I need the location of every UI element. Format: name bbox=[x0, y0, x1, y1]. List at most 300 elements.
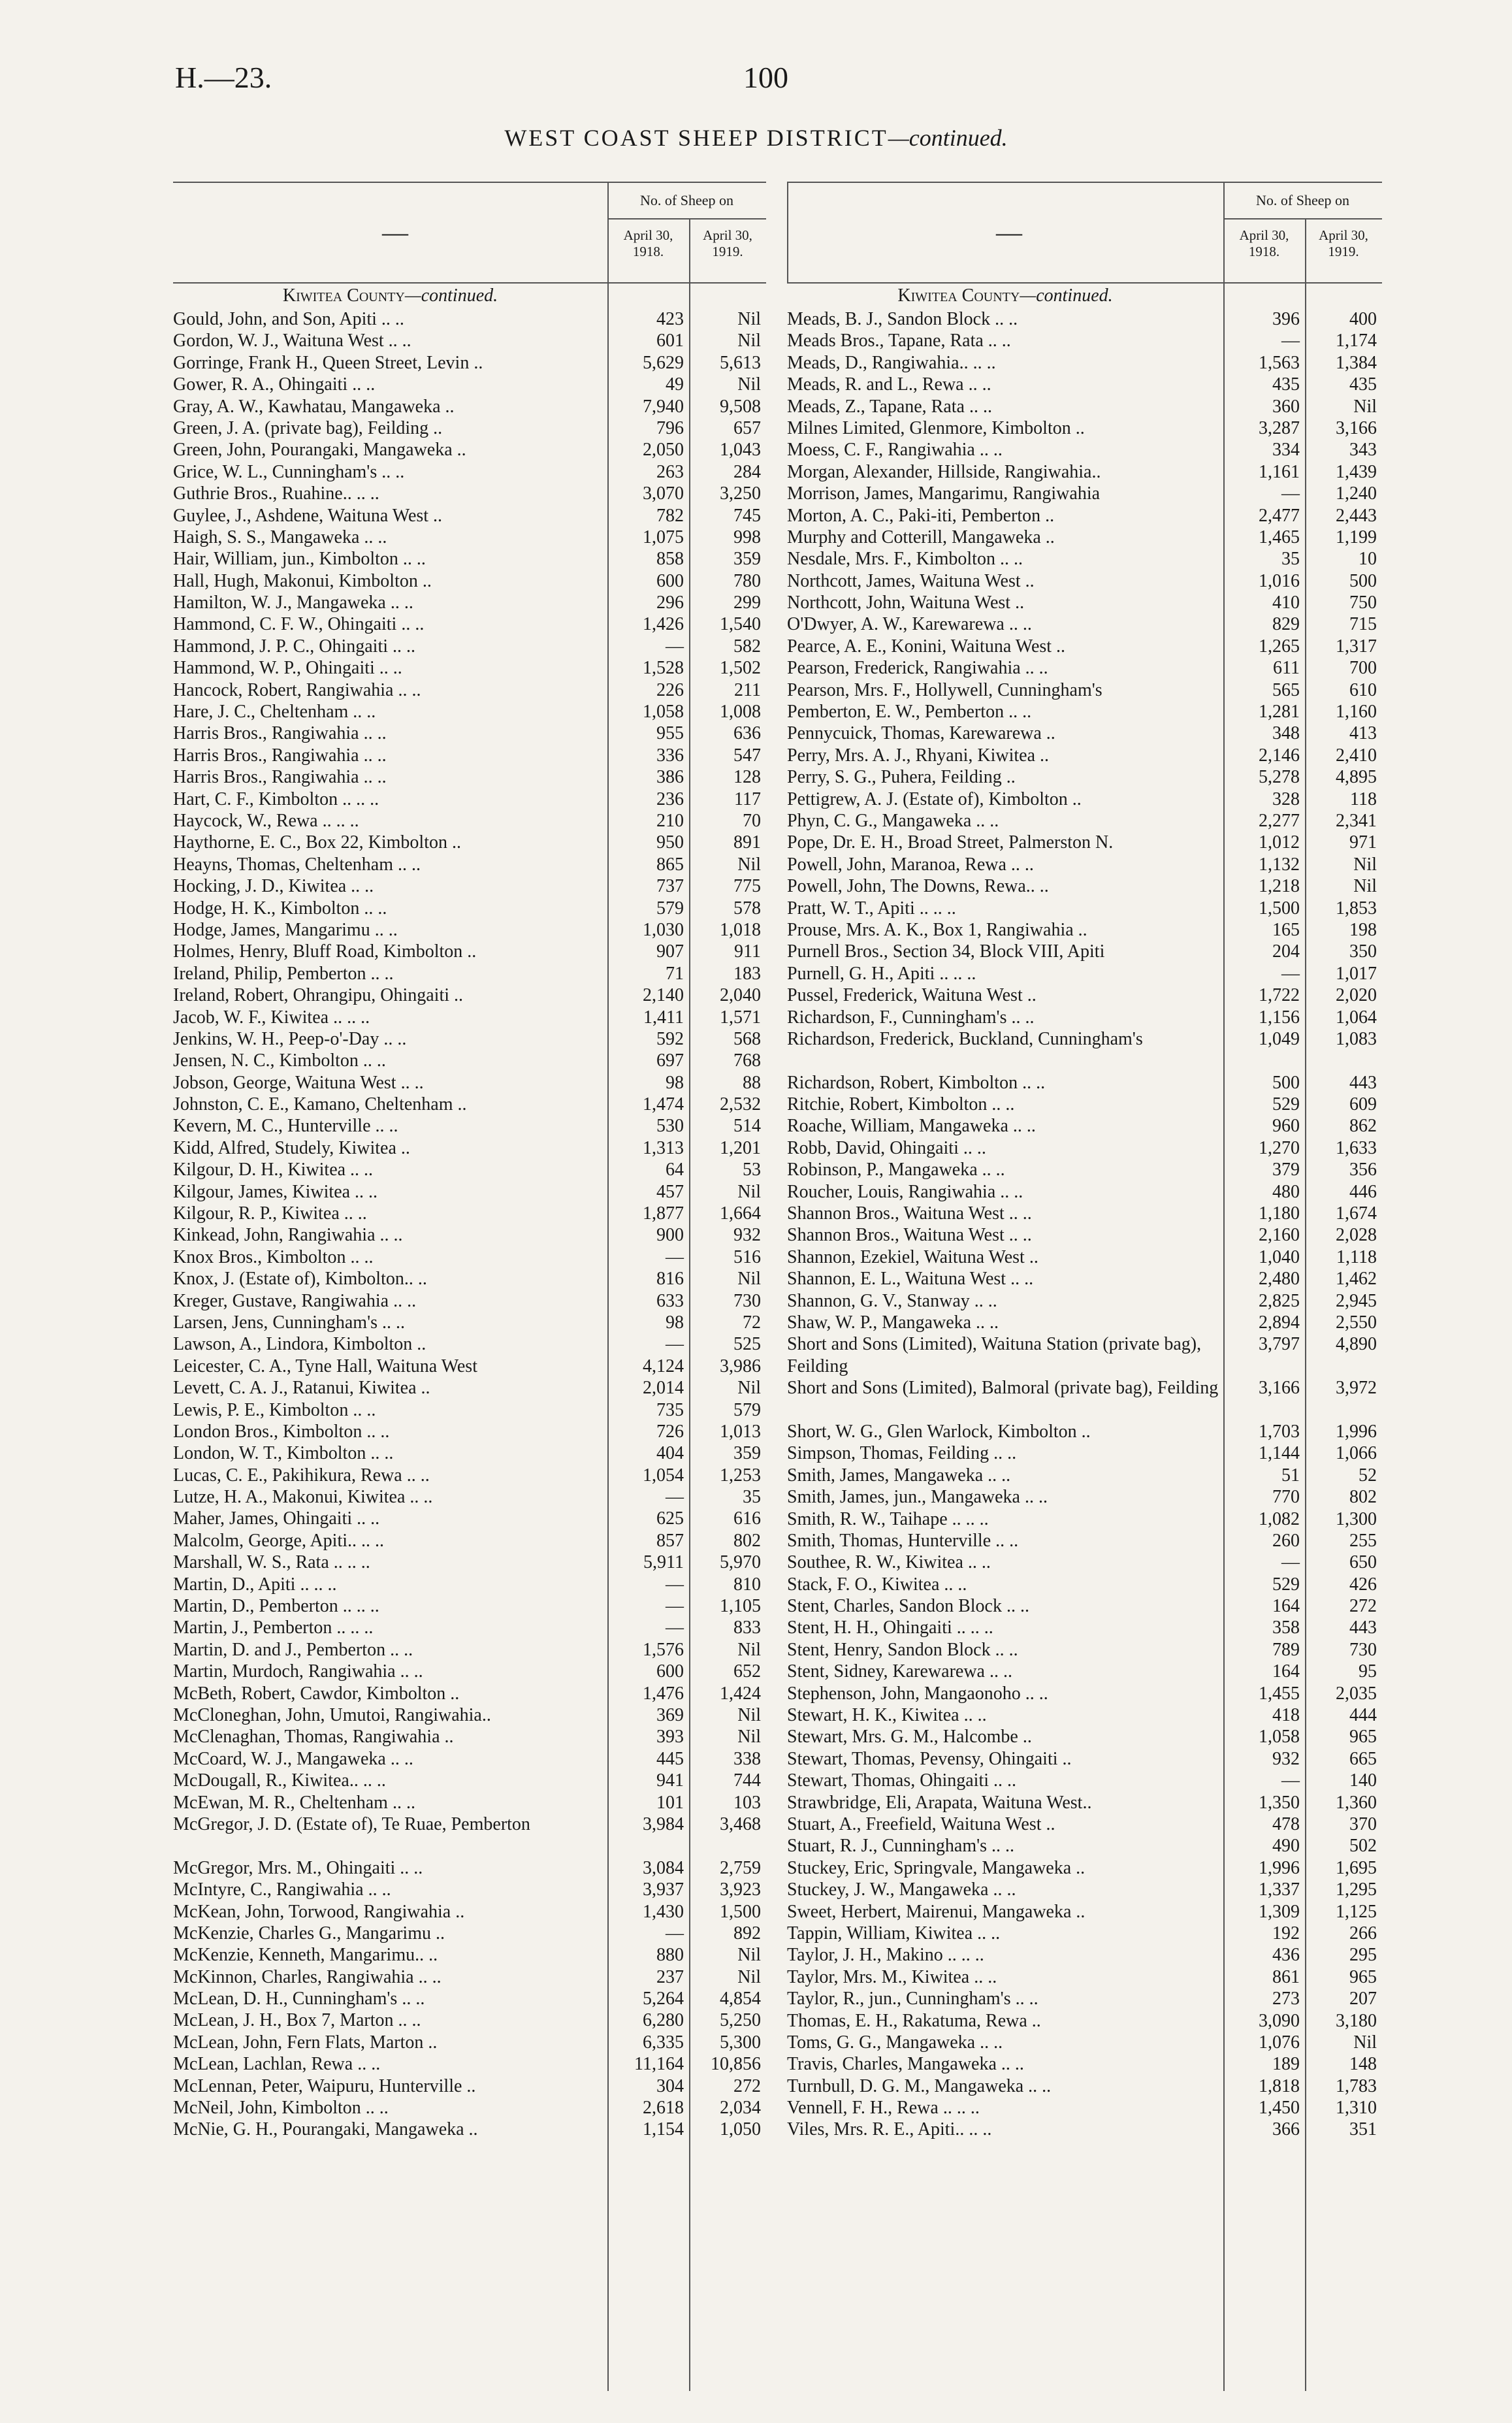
holder-name: Meads, D., Rangiwahia.. .. .. bbox=[787, 352, 996, 373]
holder-name: Stent, Henry, Sandon Block .. .. bbox=[787, 1639, 1018, 1660]
holder-name: Pennycuick, Thomas, Karewarewa .. bbox=[787, 723, 1055, 744]
holder-name: McKenzie, Charles G., Mangarimu .. bbox=[173, 1923, 445, 1943]
sheep-1919: 810 bbox=[733, 1574, 761, 1595]
sheep-1919: 1,174 bbox=[1336, 331, 1377, 351]
holder-name: Lucas, C. E., Pakihikura, Rewa .. .. bbox=[173, 1465, 430, 1486]
holder-name: Haythorne, E. C., Box 22, Kimbolton .. bbox=[173, 832, 461, 853]
sheep-1918: 2,825 bbox=[1259, 1290, 1300, 1311]
holder-name: Jenkins, W. H., Peep-o'-Day .. .. bbox=[173, 1028, 407, 1049]
holder-name: McEwan, M. R., Cheltenham .. .. bbox=[173, 1792, 415, 1813]
holder-name: Martin, J., Pemberton .. .. .. bbox=[173, 1618, 374, 1638]
sheep-1918: 1,474 bbox=[643, 1094, 684, 1115]
holder-name: McGregor, J. D. (Estate of), Te Ruae, Pemberton bbox=[173, 1813, 530, 1834]
table-row bbox=[787, 1290, 1382, 1312]
sheep-1919: 514 bbox=[733, 1116, 761, 1137]
sheep-1919: 400 bbox=[1349, 309, 1377, 329]
sheep-1918: 2,146 bbox=[1259, 745, 1300, 766]
table-row bbox=[173, 330, 766, 351]
sheep-1919: 359 bbox=[733, 1443, 761, 1464]
holder-name: Heayns, Thomas, Cheltenham .. .. bbox=[173, 854, 421, 875]
table-row bbox=[173, 2032, 766, 2053]
sheep-1919: 862 bbox=[1349, 1116, 1377, 1137]
sheep-1918: 3,166 bbox=[1259, 1378, 1300, 1399]
sheep-1918: 1,430 bbox=[643, 1901, 684, 1922]
table-row bbox=[173, 1595, 766, 1617]
holder-name: Meads, R. and L., Rewa .. .. bbox=[787, 374, 991, 395]
report-reference: H.—23. bbox=[175, 61, 272, 94]
table-row bbox=[787, 2119, 1382, 2140]
holder-name: Gould, John, and Son, Apiti .. .. bbox=[173, 309, 404, 329]
holder-name: Levett, C. A. J., Ratanui, Kiwitea .. bbox=[173, 1378, 430, 1399]
table-row bbox=[787, 1115, 1382, 1137]
sheep-1919: Nil bbox=[737, 1705, 761, 1725]
sheep-1919: 3,972 bbox=[1336, 1378, 1377, 1399]
year-1918-heading: April 30, 1918. bbox=[1239, 227, 1289, 259]
sheep-1919: 502 bbox=[1349, 1836, 1377, 1857]
holder-name: Grice, W. L., Cunningham's .. .. bbox=[173, 461, 405, 482]
table-row bbox=[173, 1683, 766, 1704]
holder-name: Tappin, William, Kiwitea .. .. bbox=[787, 1923, 1001, 1943]
sheep-1919: 700 bbox=[1349, 658, 1377, 679]
sheep-1919: Nil bbox=[1353, 876, 1377, 897]
sheep-1919: 2,532 bbox=[720, 1094, 761, 1115]
sheep-1918: 796 bbox=[656, 417, 684, 438]
sheep-1918: 861 bbox=[1272, 1966, 1300, 1987]
table-row bbox=[173, 1137, 766, 1159]
sheep-1918: 360 bbox=[1272, 396, 1300, 417]
holder-name: McKenzie, Kenneth, Mangarimu.. .. bbox=[173, 1945, 438, 1966]
holder-name: Martin, D. and J., Pemberton .. .. bbox=[173, 1639, 413, 1660]
table-row bbox=[787, 1007, 1382, 1028]
holder-name: Stuart, A., Freefield, Waituna West .. bbox=[787, 1814, 1055, 1834]
sheep-1919: 1,017 bbox=[1336, 963, 1377, 984]
table-row bbox=[173, 679, 766, 701]
sheep-1918: 2,140 bbox=[643, 985, 684, 1006]
holder-name: Martin, D., Apiti .. .. .. bbox=[173, 1574, 337, 1595]
sheep-1919: 744 bbox=[733, 1770, 761, 1791]
holder-name: Perry, Mrs. A. J., Rhyani, Kiwitea .. bbox=[787, 745, 1050, 766]
holder-name: Hammond, W. P., Ohingaiti .. .. bbox=[173, 658, 402, 679]
sheep-1919: 1,050 bbox=[720, 2119, 761, 2140]
holder-name: Pearson, Mrs. F., Hollywell, Cunningham's bbox=[787, 679, 1102, 700]
sheep-1919: 4,890 bbox=[1336, 1334, 1377, 1355]
table-row bbox=[173, 1465, 766, 1486]
sheep-1918: 418 bbox=[1272, 1705, 1300, 1726]
holder-name: Northcott, James, Waituna West .. bbox=[787, 570, 1035, 591]
table-row bbox=[787, 1312, 1382, 1333]
table-row bbox=[173, 1770, 766, 1791]
table-row bbox=[787, 810, 1382, 832]
sheep-1919: 1,118 bbox=[1336, 1246, 1377, 1267]
sheep-1918: 1,350 bbox=[1259, 1792, 1300, 1813]
holder-name: Stent, Sidney, Karewarewa .. .. bbox=[787, 1661, 1012, 1682]
sheep-1918: 98 bbox=[666, 1072, 684, 1093]
table-row bbox=[787, 1159, 1382, 1180]
holder-name: Kilgour, James, Kiwitea .. .. bbox=[173, 1181, 378, 1202]
holder-name: McLean, J. H., Box 7, Marton .. .. bbox=[173, 2010, 421, 2031]
holder-name: Sweet, Herbert, Mairenui, Mangaweka .. bbox=[787, 1901, 1086, 1922]
sheep-1918: 601 bbox=[656, 331, 684, 351]
sheep-1918: 192 bbox=[1272, 1923, 1300, 1943]
holder-name: Strawbridge, Eli, Arapata, Waituna West.. bbox=[787, 1792, 1092, 1813]
holder-name: Robinson, P., Mangaweka .. .. bbox=[787, 1160, 1005, 1180]
sheep-1918: 396 bbox=[1272, 309, 1300, 329]
holder-name: Smith, James, jun., Mangaweka .. .. bbox=[787, 1487, 1048, 1508]
table-row bbox=[787, 919, 1382, 941]
table-row bbox=[787, 1246, 1382, 1268]
sheep-1919: Nil bbox=[737, 1945, 761, 1966]
sheep-1918: 1,161 bbox=[1259, 461, 1300, 482]
holder-name: Hancock, Robert, Rangiwahia .. .. bbox=[173, 679, 421, 700]
sheep-1919: 128 bbox=[733, 767, 761, 788]
sheep-1918: — bbox=[666, 1618, 684, 1638]
table-row bbox=[787, 1704, 1382, 1726]
sheep-1919: 780 bbox=[733, 570, 761, 591]
sheep-1918: 1,818 bbox=[1259, 2075, 1300, 2096]
sheep-1918: 404 bbox=[656, 1443, 684, 1464]
table-row bbox=[173, 1246, 766, 1268]
sheep-1919: 2,759 bbox=[720, 1857, 761, 1878]
table-row bbox=[787, 1181, 1382, 1203]
sheep-1918: — bbox=[666, 1574, 684, 1595]
holder-name: Meads, B. J., Sandon Block .. .. bbox=[787, 309, 1018, 329]
holder-name: Roucher, Louis, Rangiwahia .. .. bbox=[787, 1181, 1023, 1202]
sheep-1918: 393 bbox=[656, 1727, 684, 1748]
table-row bbox=[173, 1813, 766, 1857]
sheep-1919: 272 bbox=[1349, 1596, 1377, 1617]
sheep-1918: 164 bbox=[1272, 1596, 1300, 1617]
sheep-1918: — bbox=[666, 1334, 684, 1355]
holder-name: Smith, R. W., Taihape .. .. .. bbox=[787, 1508, 989, 1529]
sheep-1919: 1,462 bbox=[1336, 1269, 1377, 1290]
sheep-1918: 900 bbox=[656, 1225, 684, 1246]
holder-name: McGregor, Mrs. M., Ohingaiti .. .. bbox=[173, 1857, 423, 1878]
sheep-1919: 657 bbox=[733, 417, 761, 438]
sheep-1919: 5,250 bbox=[720, 2010, 761, 2031]
sheep-1919: 1,240 bbox=[1336, 483, 1377, 504]
sheep-1918: 865 bbox=[656, 854, 684, 875]
holder-name: McKinnon, Charles, Rangiwahia .. .. bbox=[173, 1966, 442, 1987]
holder-name: Lewis, P. E., Kimbolton .. .. bbox=[173, 1399, 376, 1420]
table-row bbox=[173, 1508, 766, 1529]
table-row bbox=[173, 2097, 766, 2119]
table-row bbox=[173, 723, 766, 744]
sheep-1919: 444 bbox=[1349, 1705, 1377, 1726]
holder-name: Northcott, John, Waituna West .. bbox=[787, 593, 1025, 613]
holder-name: Hocking, J. D., Kiwitea .. .. bbox=[173, 876, 374, 897]
right-table-header bbox=[787, 182, 1382, 284]
title-main: WEST COAST SHEEP DISTRICT bbox=[504, 125, 888, 151]
sheep-1919: 578 bbox=[733, 898, 761, 919]
sheep-1919: 730 bbox=[733, 1290, 761, 1311]
table-row bbox=[173, 1901, 766, 1923]
holder-name: Kilgour, D. H., Kiwitea .. .. bbox=[173, 1160, 374, 1180]
sheep-1918: 611 bbox=[1273, 658, 1300, 679]
sheep-1918: 1,313 bbox=[643, 1137, 684, 1158]
table-row bbox=[787, 1552, 1382, 1573]
sheep-1918: 334 bbox=[1272, 440, 1300, 461]
sheep-1918: 64 bbox=[666, 1160, 684, 1180]
holder-name: Pearce, A. E., Konini, Waituna West .. bbox=[787, 636, 1066, 657]
sheep-1919: 295 bbox=[1349, 1945, 1377, 1966]
sheep-1918: 1,411 bbox=[643, 1007, 684, 1028]
sheep-1918: 829 bbox=[1272, 614, 1300, 635]
table-row bbox=[173, 1574, 766, 1595]
table-row bbox=[173, 1639, 766, 1661]
sheep-1919: Nil bbox=[1353, 854, 1377, 875]
table-row bbox=[787, 963, 1382, 984]
sheep-1919: 715 bbox=[1349, 614, 1377, 635]
table-row bbox=[173, 1181, 766, 1203]
table-row bbox=[173, 1290, 766, 1312]
table-row bbox=[787, 2075, 1382, 2097]
table-row bbox=[787, 701, 1382, 723]
holder-name: Morgan, Alexander, Hillside, Rangiwahia.. bbox=[787, 461, 1101, 482]
sheep-1918: 880 bbox=[656, 1945, 684, 1966]
table-row bbox=[173, 1486, 766, 1508]
holder-name: Hammond, C. F. W., Ohingaiti .. .. bbox=[173, 614, 425, 635]
table-row bbox=[173, 745, 766, 766]
table-row bbox=[173, 854, 766, 875]
table-row bbox=[173, 2075, 766, 2097]
sheep-1919: 35 bbox=[743, 1487, 761, 1508]
holder-name: Hare, J. C., Cheltenham .. .. bbox=[173, 702, 376, 723]
sheep-1919: 5,970 bbox=[720, 1552, 761, 1573]
right-table bbox=[787, 182, 1382, 2141]
table-row bbox=[787, 1442, 1382, 1464]
table-row bbox=[173, 396, 766, 417]
sheep-1919: 2,341 bbox=[1336, 810, 1377, 831]
sheep-1918: 1,156 bbox=[1259, 1007, 1300, 1028]
sheep-1918: 1,996 bbox=[1259, 1857, 1300, 1878]
table-row bbox=[787, 1137, 1382, 1159]
holder-name: Richardson, F., Cunningham's .. .. bbox=[787, 1007, 1035, 1028]
sheep-1918: 1,154 bbox=[643, 2119, 684, 2140]
sheep-1919: 183 bbox=[733, 963, 761, 984]
table-row bbox=[173, 1333, 766, 1355]
sheep-1918: 1,040 bbox=[1259, 1246, 1300, 1267]
holder-name: Short, W. G., Glen Warlock, Kimbolton .. bbox=[787, 1421, 1091, 1442]
sheep-1919: 500 bbox=[1349, 570, 1377, 591]
holder-name: McCoard, W. J., Mangaweka .. .. bbox=[173, 1748, 413, 1769]
holder-name: Powell, John, Maranoa, Rewa .. .. bbox=[787, 854, 1034, 875]
table-row bbox=[787, 1813, 1382, 1835]
sheep-1919: 2,034 bbox=[720, 2098, 761, 2119]
table-row bbox=[173, 483, 766, 504]
sheep-1918: 51 bbox=[1281, 1465, 1300, 1486]
sheep-1919: 730 bbox=[1349, 1639, 1377, 1660]
sheep-1918: 101 bbox=[656, 1792, 684, 1813]
table-row bbox=[173, 1399, 766, 1421]
holder-name: Pemberton, E. W., Pemberton .. .. bbox=[787, 702, 1032, 723]
sheep-1918: 1,450 bbox=[1259, 2098, 1300, 2119]
holder-name: Kreger, Gustave, Rangiwahia .. .. bbox=[173, 1290, 417, 1311]
table-row bbox=[787, 1835, 1382, 1857]
sheep-1919: Nil bbox=[737, 1966, 761, 1987]
table-row bbox=[787, 548, 1382, 570]
sheep-1918: 366 bbox=[1272, 2119, 1300, 2140]
sheep-1918: 529 bbox=[1272, 1094, 1300, 1115]
sheep-1918: 237 bbox=[656, 1966, 684, 1987]
sheep-1918: 932 bbox=[1272, 1748, 1300, 1769]
sheep-1918: 2,618 bbox=[643, 2098, 684, 2119]
holder-name: Kevern, M. C., Hunterville .. .. bbox=[173, 1116, 398, 1137]
sheep-1918: 236 bbox=[656, 789, 684, 809]
sheep-1918: 2,480 bbox=[1259, 1269, 1300, 1290]
sheep-1919: 610 bbox=[1349, 679, 1377, 700]
sheep-1918: 1,012 bbox=[1259, 832, 1300, 853]
table-row bbox=[787, 1683, 1382, 1704]
sheep-1918: 435 bbox=[1272, 374, 1300, 395]
sheep-1919: 103 bbox=[733, 1792, 761, 1813]
table-row bbox=[787, 1094, 1382, 1115]
sheep-1919: 1,540 bbox=[720, 614, 761, 635]
table-row bbox=[787, 1203, 1382, 1224]
holder-name: Perry, S. G., Puhera, Feilding .. bbox=[787, 767, 1016, 788]
table-row bbox=[787, 613, 1382, 635]
table-row bbox=[787, 1792, 1382, 1813]
sheep-1919: 2,020 bbox=[1336, 985, 1377, 1006]
sheep-1918: 633 bbox=[656, 1290, 684, 1311]
holder-name: Richardson, Frederick, Buckland, Cunningham's bbox=[787, 1028, 1143, 1049]
holder-name: Leicester, C. A., Tyne Hall, Waituna West bbox=[173, 1356, 477, 1376]
holder-name: Hair, William, jun., Kimbolton .. .. bbox=[173, 549, 426, 570]
holder-name: Martin, D., Pemberton .. .. .. bbox=[173, 1596, 379, 1617]
holder-name: McLean, D. H., Cunningham's .. .. bbox=[173, 1989, 425, 2009]
table-row bbox=[173, 548, 766, 570]
table-row bbox=[173, 1988, 766, 2009]
sheep-1919: Nil bbox=[1353, 396, 1377, 417]
sheep-1918: 857 bbox=[656, 1530, 684, 1551]
holder-name: Robb, David, Ohingaiti .. .. bbox=[787, 1137, 986, 1158]
sheep-1918: 11,164 bbox=[634, 2054, 684, 2075]
table-row bbox=[173, 1966, 766, 1988]
table-row bbox=[787, 766, 1382, 788]
sheep-1918: 1,049 bbox=[1259, 1028, 1300, 1049]
sheep-1918: — bbox=[666, 1487, 684, 1508]
holder-name: Pratt, W. T., Apiti .. .. .. bbox=[787, 898, 956, 919]
holder-name: McNeil, John, Kimbolton .. .. bbox=[173, 2098, 389, 2119]
sheep-1918: 579 bbox=[656, 898, 684, 919]
sheep-1918: 226 bbox=[656, 679, 684, 700]
table-row bbox=[787, 789, 1382, 810]
holder-name: Shannon, E. L., Waituna West .. .. bbox=[787, 1269, 1034, 1290]
sheep-1918: 478 bbox=[1272, 1814, 1300, 1834]
holder-name: Harris Bros., Rangiwahia .. .. bbox=[173, 723, 387, 744]
holder-name: Short and Sons (Limited), Waituna Station (private bag), Feilding bbox=[787, 1334, 1202, 1376]
table-row bbox=[173, 505, 766, 527]
table-row bbox=[173, 461, 766, 483]
sheep-1919: 272 bbox=[733, 2075, 761, 2096]
sheep-1919: 1,360 bbox=[1336, 1792, 1377, 1813]
sheep-1919: 5,613 bbox=[720, 352, 761, 373]
sheep-1918: 1,054 bbox=[643, 1465, 684, 1486]
sheep-1918: 6,335 bbox=[643, 2032, 684, 2053]
sheep-1919: 9,508 bbox=[720, 396, 761, 417]
sheep-1919: 1,996 bbox=[1336, 1421, 1377, 1442]
holder-name: Ireland, Robert, Ohrangipu, Ohingaiti .. bbox=[173, 985, 464, 1006]
table-row bbox=[173, 439, 766, 461]
sheep-1918: 2,277 bbox=[1259, 810, 1300, 831]
sheep-1919: 140 bbox=[1349, 1770, 1377, 1791]
sheep-1918: 1,563 bbox=[1259, 352, 1300, 373]
sheep-1919: 370 bbox=[1349, 1814, 1377, 1834]
sheep-1918: 348 bbox=[1272, 723, 1300, 744]
holder-name: Haycock, W., Rewa .. .. .. bbox=[173, 810, 359, 831]
holder-name: Hodge, H. K., Kimbolton .. .. bbox=[173, 898, 387, 919]
sheep-1919: 10 bbox=[1359, 549, 1377, 570]
table-row bbox=[787, 984, 1382, 1006]
sheep-1918: 204 bbox=[1272, 941, 1300, 962]
sheep-1918: 500 bbox=[1272, 1072, 1300, 1093]
sheep-1919: 568 bbox=[733, 1028, 761, 1049]
sheep-1918: 789 bbox=[1272, 1639, 1300, 1660]
table-row bbox=[787, 745, 1382, 766]
holder-name: McKean, John, Torwood, Rangiwahia .. bbox=[173, 1901, 465, 1922]
sheep-1919: 148 bbox=[1349, 2054, 1377, 2075]
sheep-1918: 1,016 bbox=[1259, 570, 1300, 591]
sheep-1918: 296 bbox=[656, 593, 684, 613]
sheep-1918: 189 bbox=[1272, 2054, 1300, 2075]
sheep-1919: 1,008 bbox=[720, 702, 761, 723]
sheep-1918: 3,937 bbox=[643, 1879, 684, 1900]
table-row bbox=[173, 1792, 766, 1813]
sheep-1918: 1,270 bbox=[1259, 1137, 1300, 1158]
sheep-1918: — bbox=[666, 1246, 684, 1267]
table-row bbox=[787, 832, 1382, 853]
table-row bbox=[787, 1421, 1382, 1442]
sheep-1919: 516 bbox=[733, 1246, 761, 1267]
sheep-1918: 782 bbox=[656, 505, 684, 526]
sheep-1919: 356 bbox=[1349, 1160, 1377, 1180]
sheep-1918: 941 bbox=[656, 1770, 684, 1791]
holder-name: Ireland, Philip, Pemberton .. .. bbox=[173, 963, 394, 984]
sheep-1918: 529 bbox=[1272, 1574, 1300, 1595]
sheep-1919: 1,064 bbox=[1336, 1007, 1377, 1028]
year-1919-heading: April 30, 1919. bbox=[1319, 227, 1368, 259]
table-row bbox=[787, 461, 1382, 483]
page-number: 100 bbox=[743, 61, 788, 94]
holder-name: Gray, A. W., Kawhatau, Mangaweka .. bbox=[173, 396, 455, 417]
holder-name: Pope, Dr. E. H., Broad Street, Palmerston N. bbox=[787, 832, 1114, 853]
sheep-1919: 1,439 bbox=[1336, 461, 1377, 482]
sheep-1918: 1,265 bbox=[1259, 636, 1300, 657]
holder-name: Richardson, Robert, Kimbolton .. .. bbox=[787, 1072, 1046, 1093]
sheep-1919: 118 bbox=[1350, 789, 1377, 809]
sheep-1919: 359 bbox=[733, 549, 761, 570]
sheep-1919: 525 bbox=[733, 1334, 761, 1355]
holder-name: Nesdale, Mrs. F., Kimbolton .. .. bbox=[787, 549, 1023, 570]
sheep-1918: 1,877 bbox=[643, 1203, 684, 1224]
sheep-1919: 255 bbox=[1349, 1530, 1377, 1551]
sheep-1919: 616 bbox=[733, 1508, 761, 1529]
sheep-1918: 260 bbox=[1272, 1530, 1300, 1551]
table-row bbox=[787, 308, 1382, 330]
sheep-1918: 858 bbox=[656, 549, 684, 570]
sheep-1919: 299 bbox=[733, 593, 761, 613]
sheep-1918: 1,476 bbox=[643, 1683, 684, 1704]
sheep-1918: 1,465 bbox=[1259, 527, 1300, 547]
holder-name: Travis, Charles, Mangaweka .. .. bbox=[787, 2054, 1024, 2075]
sheep-1918: 907 bbox=[656, 941, 684, 962]
sheep-count-heading: No. of Sheep on bbox=[640, 192, 733, 208]
sheep-1918: 7,940 bbox=[643, 396, 684, 417]
holder-name: Short and Sons (Limited), Balmoral (private bag), Feilding bbox=[787, 1378, 1219, 1399]
table-row bbox=[173, 2053, 766, 2075]
sheep-1918: 697 bbox=[656, 1050, 684, 1071]
sheep-1919: 443 bbox=[1349, 1618, 1377, 1638]
table-row bbox=[173, 1704, 766, 1726]
